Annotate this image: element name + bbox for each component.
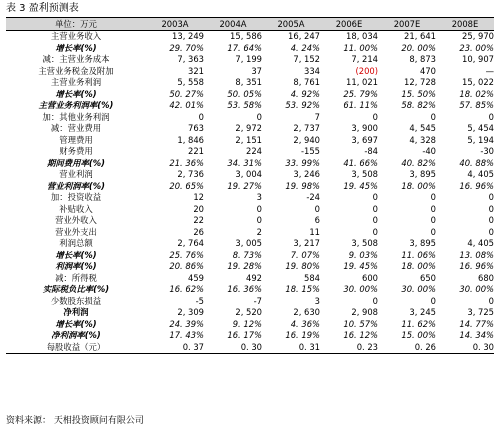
table-row	[6, 146, 494, 158]
table-row	[6, 89, 494, 101]
table-cell: 9. 03%	[348, 249, 378, 260]
header-year: 2003A	[161, 19, 189, 29]
table-cell: 11. 00%	[343, 42, 378, 53]
table-cell: 0. 30	[472, 341, 494, 352]
row-label: 管理费用	[59, 134, 93, 145]
table-cell: 0	[488, 295, 494, 306]
table-row	[6, 181, 494, 193]
table-cell: 37	[251, 65, 262, 76]
table-row	[6, 158, 494, 170]
table-cell: 15, 022	[462, 77, 494, 87]
table-cell: 20. 65%	[169, 180, 204, 191]
row-label: 加：其他业务利润	[42, 111, 110, 122]
table-cell: 18, 034	[346, 31, 378, 41]
row-label: 主营业务税金及附加	[38, 65, 114, 76]
table-cell: 26	[193, 226, 204, 237]
table-cell: 30. 00%	[343, 284, 378, 294]
row-label: 增长率(%)	[55, 88, 97, 99]
table-cell: 4. 24%	[290, 42, 320, 53]
table-cell: 4. 92%	[290, 88, 320, 99]
table-cell: 53. 58%	[227, 100, 262, 110]
table-cell: 12, 728	[404, 77, 436, 87]
table-cell: 0	[372, 192, 378, 202]
table-cell: 0	[314, 203, 320, 214]
table-cell: 5, 194	[467, 134, 494, 145]
row-label: 主营业务利润率(%)	[38, 100, 114, 110]
table-cell: 23. 00%	[459, 42, 494, 53]
table-cell: -40	[422, 146, 436, 156]
table-cell: 11	[309, 226, 320, 237]
table-cell: 50. 27%	[169, 88, 204, 99]
table-cell: 22	[193, 215, 204, 225]
table-cell: 0	[256, 111, 262, 122]
table-cell: 0	[488, 203, 494, 214]
table-cell: 8, 873	[409, 54, 436, 64]
table-cell: 16. 19%	[285, 330, 320, 340]
table-cell: 2, 972	[235, 123, 262, 133]
row-label: 补贴收入	[59, 203, 93, 214]
table-cell: 0	[430, 226, 436, 237]
table-cell: 3, 245	[409, 307, 436, 317]
row-label: 增长率(%)	[55, 249, 97, 260]
table-cell: 16. 62%	[169, 284, 204, 294]
table-cell: 15. 50%	[401, 88, 436, 99]
table-cell: 13. 08%	[459, 249, 494, 260]
table-row	[6, 330, 494, 342]
table-cell: 470	[420, 65, 436, 76]
table-row	[6, 192, 494, 204]
row-label: 主营业务利润	[50, 77, 102, 87]
table-row	[6, 250, 494, 262]
table-cell: 13, 249	[172, 31, 204, 41]
table-cell: 0	[198, 111, 204, 122]
table-cell: 4, 545	[409, 123, 436, 133]
table-cell: 600	[362, 272, 378, 283]
table-row	[6, 112, 494, 124]
table-cell: 42. 01%	[169, 100, 204, 110]
table-cell: 10. 57%	[343, 318, 378, 329]
table-cell: 15, 586	[230, 31, 262, 41]
table-cell: 58. 82%	[401, 100, 436, 110]
table-cell: 29. 70%	[169, 42, 204, 53]
table-cell: 3, 005	[235, 238, 262, 248]
header-unit-label: 单位：万元	[55, 19, 97, 29]
table-cell: 0	[372, 226, 378, 237]
table-cell: 20. 86%	[169, 261, 204, 271]
row-label: 减：所得税	[55, 272, 97, 283]
table-cell: 5, 558	[177, 77, 204, 87]
table-cell: 0	[488, 226, 494, 237]
table-cell: 16. 96%	[459, 180, 494, 191]
table-cell: 18. 00%	[401, 180, 436, 191]
table-cell: -5	[195, 295, 204, 306]
table-cell: 0	[372, 295, 378, 306]
table-title: 表 3 盈利预测表	[6, 3, 79, 14]
table-row	[6, 169, 494, 181]
table-row	[6, 77, 494, 89]
table-cell: 57. 85%	[459, 100, 494, 110]
table-cell: 7, 199	[235, 54, 262, 64]
table-cell: 3, 725	[467, 307, 494, 317]
table-row	[6, 135, 494, 147]
table-row	[6, 227, 494, 239]
table-cell: 16. 36%	[227, 284, 262, 294]
header-year: 2004A	[219, 19, 247, 29]
row-label: 营业外收入	[55, 215, 97, 225]
table-cell: 0	[430, 215, 436, 225]
row-label: 增长率(%)	[55, 318, 97, 329]
table-cell: 0	[430, 111, 436, 122]
table-row	[6, 43, 494, 55]
table-cell: 3, 246	[293, 169, 320, 179]
table-cell: 17. 43%	[169, 330, 204, 340]
table-cell: 0	[430, 192, 436, 202]
table-cell: 0	[256, 215, 262, 225]
table-cell: 680	[478, 272, 494, 283]
profit-forecast-table	[6, 17, 494, 354]
table-cell: 584	[304, 272, 320, 283]
table-cell: 3	[256, 192, 262, 202]
table-cell: 2, 764	[177, 238, 204, 248]
row-label: 营业利润	[59, 169, 93, 179]
table-cell: 9. 12%	[232, 318, 262, 329]
table-cell: 1, 846	[177, 134, 204, 145]
table-row	[6, 100, 494, 112]
table-cell: 21. 36%	[169, 157, 204, 168]
table-cell: 7, 214	[351, 54, 378, 64]
table-cell: 17. 64%	[227, 42, 262, 53]
table-cell: 19. 45%	[343, 261, 378, 271]
table-cell: 650	[420, 272, 436, 283]
table-cell: 11. 06%	[401, 249, 436, 260]
table-cell: 8. 73%	[232, 249, 262, 260]
table-row	[6, 31, 494, 43]
table-cell: 8, 351	[235, 77, 262, 87]
table-cell: 19. 45%	[343, 180, 378, 191]
row-label: 加：投资收益	[50, 192, 102, 202]
row-label: 净利润率(%)	[51, 330, 101, 340]
row-label: 营业外支出	[55, 226, 97, 237]
table-cell: 0	[430, 295, 436, 306]
table-cell: 763	[188, 123, 204, 133]
table-row	[6, 284, 494, 296]
table-cell: 0	[488, 192, 494, 202]
table-cell: 321	[188, 65, 204, 76]
table-cell: 3, 895	[409, 238, 436, 248]
table-cell: 19. 98%	[285, 180, 320, 191]
header-year: 2006E	[335, 19, 363, 29]
table-row	[6, 123, 494, 135]
table-cell: 2, 737	[293, 123, 320, 133]
table-cell: 0. 31	[298, 341, 320, 352]
table-cell: 3, 895	[409, 169, 436, 179]
table-cell: 0	[256, 203, 262, 214]
table-cell: -155	[300, 146, 320, 156]
row-label: 每股收益（元）	[46, 341, 106, 352]
table-cell: 50. 05%	[227, 88, 262, 99]
table-cell: 3, 697	[351, 134, 378, 145]
table-cell: 2, 520	[235, 307, 262, 317]
table-cell: 2, 151	[235, 134, 262, 145]
table-cell: 18. 15%	[285, 284, 320, 294]
table-cell: 334	[304, 65, 320, 76]
row-label: 营业利润率(%)	[47, 180, 105, 191]
table-row	[6, 215, 494, 227]
table-cell: 2, 940	[293, 134, 320, 145]
table-cell: 14. 34%	[459, 330, 494, 340]
table-cell: 14. 77%	[459, 318, 494, 329]
header-year: 2007E	[393, 19, 421, 29]
table-cell: 18. 02%	[459, 88, 494, 99]
table-row	[6, 66, 494, 78]
table-cell: 15. 00%	[401, 330, 436, 340]
table-cell: 0. 26	[414, 341, 436, 352]
table-cell: —	[485, 65, 494, 76]
row-label: 实际税负比率(%)	[42, 284, 110, 294]
table-row	[6, 273, 494, 285]
row-label: 利润总额	[59, 238, 93, 248]
table-cell: (200)	[355, 65, 378, 76]
table-cell: 3, 900	[351, 123, 378, 133]
table-cell: 0	[488, 215, 494, 225]
table-cell: 25, 970	[462, 31, 494, 41]
table-cell: 0	[488, 111, 494, 122]
table-cell: 0. 23	[356, 341, 378, 352]
table-cell: 20. 00%	[401, 42, 436, 53]
table-cell: 34. 31%	[227, 157, 262, 168]
table-cell: 7, 152	[293, 54, 320, 64]
table-cell: 40. 82%	[401, 157, 436, 168]
table-cell: 18. 00%	[401, 261, 436, 271]
table-cell: 30. 00%	[401, 284, 436, 294]
table-cell: -7	[253, 295, 262, 306]
table-cell: 19. 80%	[285, 261, 320, 271]
table-cell: 0	[430, 203, 436, 214]
table-cell: 0. 30	[240, 341, 262, 352]
table-cell: 11. 62%	[401, 318, 436, 329]
table-cell: 20	[193, 203, 204, 214]
table-cell: 2, 309	[177, 307, 204, 317]
table-cell: 0	[372, 215, 378, 225]
table-cell: 224	[246, 146, 262, 156]
table-cell: 3, 004	[235, 169, 262, 179]
table-cell: 0. 37	[182, 341, 204, 352]
header-year: 2008E	[451, 19, 479, 29]
row-label: 期间费用率(%)	[47, 157, 105, 168]
table-cell: 0	[372, 203, 378, 214]
row-label: 减：主营业务成本	[42, 54, 110, 64]
table-cell: 7	[314, 111, 320, 122]
table-cell: 2, 908	[351, 307, 378, 317]
table-cell: 492	[246, 272, 262, 283]
table-cell: 33. 99%	[285, 157, 320, 168]
table-row	[6, 307, 494, 319]
table-cell: 4, 328	[409, 134, 436, 145]
table-cell: 2, 630	[293, 307, 320, 317]
row-label: 财务费用	[59, 146, 93, 156]
table-cell: 3, 217	[293, 238, 320, 248]
table-cell: 12	[193, 192, 204, 202]
table-cell: 8, 761	[293, 77, 320, 87]
table-row	[6, 54, 494, 66]
table-cell: 21, 641	[404, 31, 436, 41]
table-cell: 19. 27%	[227, 180, 262, 191]
row-label: 少数股东损益	[50, 295, 102, 306]
table-cell: 30. 00%	[459, 284, 494, 294]
table-cell: 40. 88%	[459, 157, 494, 168]
table-header	[6, 17, 494, 31]
table-cell: 4, 405	[467, 238, 494, 248]
row-label: 减：营业费用	[50, 123, 102, 133]
table-cell: 2, 736	[177, 169, 204, 179]
table-row	[6, 204, 494, 216]
table-cell: 24. 39%	[169, 318, 204, 329]
table-cell: 4. 36%	[290, 318, 320, 329]
table-cell: 5, 454	[467, 123, 494, 133]
table-row	[6, 319, 494, 331]
table-cell: 19. 28%	[227, 261, 262, 271]
table-cell: -24	[306, 192, 320, 202]
table-row	[6, 238, 494, 250]
table-cell: 7, 363	[177, 54, 204, 64]
table-row	[6, 261, 494, 273]
table-cell: 16, 247	[288, 31, 320, 41]
table-cell: 221	[188, 146, 204, 156]
table-row	[6, 342, 494, 355]
row-label: 净利润	[63, 307, 89, 317]
table-row	[6, 296, 494, 308]
table-cell: 3	[314, 295, 320, 306]
table-cell: -30	[480, 146, 494, 156]
table-cell: 25. 79%	[343, 88, 378, 99]
table-cell: 459	[188, 272, 204, 283]
table-cell: 6	[314, 215, 320, 225]
table-cell: 61. 11%	[343, 100, 378, 110]
table-cell: 10, 907	[462, 54, 494, 64]
row-label: 主营业务收入	[50, 31, 102, 41]
table-cell: 53. 92%	[285, 100, 320, 110]
row-label: 利润率(%)	[55, 261, 97, 271]
table-cell: 11, 021	[346, 77, 378, 87]
table-cell: -84	[364, 146, 378, 156]
table-cell: 7. 07%	[290, 249, 320, 260]
source-note: 资料来源： 天相投资顾问有限公司	[6, 416, 144, 426]
table-cell: 4, 405	[467, 169, 494, 179]
row-label: 增长率(%)	[55, 42, 97, 53]
table-cell: 41. 66%	[343, 157, 378, 168]
table-cell: 16. 96%	[459, 261, 494, 271]
table-cell: 16. 17%	[227, 330, 262, 340]
table-cell: 25. 76%	[169, 249, 204, 260]
table-cell: 16. 12%	[343, 330, 378, 340]
table-cell: 3, 508	[351, 238, 378, 248]
table-cell: 2	[256, 226, 262, 237]
table-cell: 0	[372, 111, 378, 122]
table-cell: 3, 508	[351, 169, 378, 179]
header-year: 2005A	[277, 19, 305, 29]
